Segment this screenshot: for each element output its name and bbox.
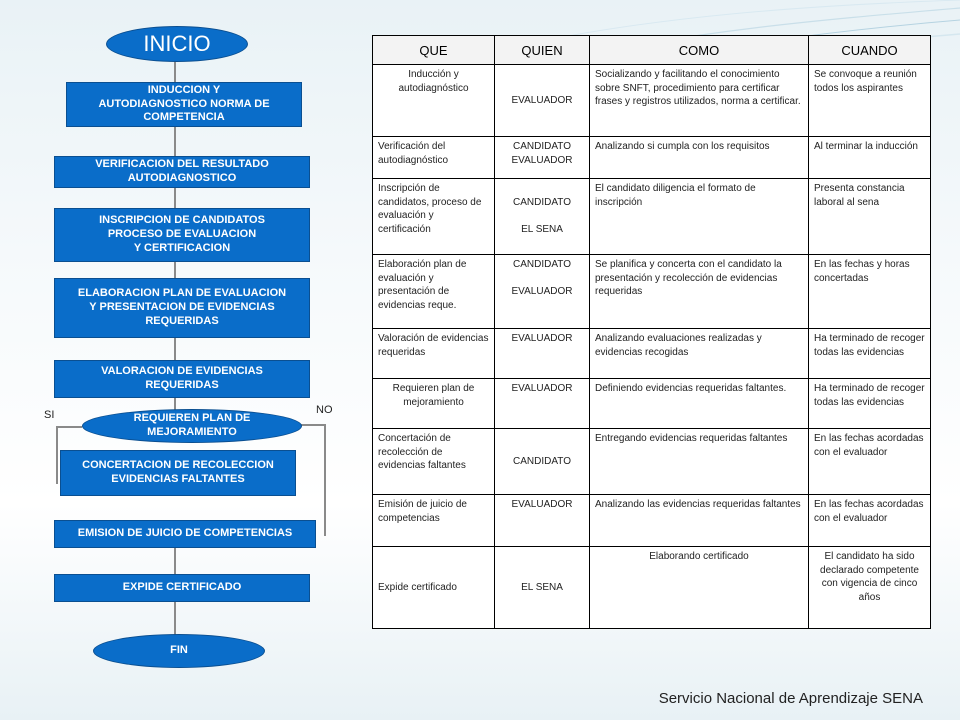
cell-que: Elaboración plan de evaluación y presentación de evidencias reque.	[373, 255, 495, 329]
cell-cuando: Ha terminado de recoger todas las evidencias	[809, 379, 931, 429]
connector	[174, 188, 176, 208]
header-cuando: CUANDO	[809, 36, 931, 65]
table-row	[373, 379, 931, 429]
cell-como: Analizando evaluaciones realizadas y evidencias recogidas	[590, 329, 809, 379]
cell-quien: EVALUADOR	[495, 329, 590, 379]
table-header-row	[373, 36, 931, 65]
cell-como: Socializando y facilitando el conocimiento sobre SNFT, procedimiento para certificar frases y registros utilizados, norma a certificar.	[590, 65, 809, 137]
cell-cuando: Al terminar la inducción	[809, 137, 931, 179]
cell-como: Elaborando certificado	[590, 547, 809, 629]
yes-label: SI	[44, 409, 55, 421]
cell-cuando: En las fechas acordadas con el evaluador	[809, 495, 931, 547]
footer-credit: Servicio Nacional de Aprendizaje SENA	[658, 690, 923, 707]
cell-cuando: Ha terminado de recoger todas las evidencias	[809, 329, 931, 379]
connector	[174, 126, 176, 156]
step-valoracion: VALORACION DE EVIDENCIAS REQUERIDAS	[54, 360, 310, 398]
table-row	[373, 179, 931, 255]
connector	[174, 338, 176, 360]
process-table	[372, 35, 931, 629]
step-verificacion: VERIFICACION DEL RESULTADO AUTODIAGNOSTICO	[54, 156, 310, 188]
cell-que: Emisión de juicio de competencias	[373, 495, 495, 547]
step-emision: EMISION DE JUICIO DE COMPETENCIAS	[54, 520, 316, 548]
cell-cuando: El candidato ha sido declarado competente con vigencia de cinco años	[809, 547, 931, 629]
cell-quien: EVALUADOR	[495, 65, 590, 137]
yes-branch-line	[56, 426, 58, 484]
cell-como: Analizando las evidencias requeridas faltantes	[590, 495, 809, 547]
cell-cuando: Presenta constancia laboral al sena	[809, 179, 931, 255]
no-branch-line	[324, 424, 326, 536]
table-row	[373, 329, 931, 379]
step-expide: EXPIDE CERTIFICADO	[54, 574, 310, 602]
table-row	[373, 429, 931, 495]
decision-node: REQUIEREN PLAN DE MEJORAMIENTO	[82, 409, 302, 443]
cell-cuando: En las fechas y horas concertadas	[809, 255, 931, 329]
cell-que: Verificación del autodiagnóstico	[373, 137, 495, 179]
cell-como: Entregando evidencias requeridas faltantes	[590, 429, 809, 495]
cell-quien: CANDIDATO EVALUADOR	[495, 255, 590, 329]
cell-quien: EVALUADOR	[495, 379, 590, 429]
connector	[174, 262, 176, 278]
cell-que: Concertación de recolección de evidencias faltantes	[373, 429, 495, 495]
cell-quien: CANDIDATO EVALUADOR	[495, 137, 590, 179]
table-row	[373, 255, 931, 329]
no-branch-line	[300, 424, 326, 426]
cell-como: El candidato diligencia el formato de inscripción	[590, 179, 809, 255]
step-concertacion: CONCERTACION DE RECOLECCION EVIDENCIAS FALTANTES	[60, 450, 296, 496]
cell-como: Definiendo evidencias requeridas faltantes.	[590, 379, 809, 429]
step-inscripcion: INSCRIPCION DE CANDIDATOS PROCESO DE EVALUACION Y CERTIFICACION	[54, 208, 310, 262]
cell-quien: CANDIDATO	[495, 429, 590, 495]
cell-quien: CANDIDATO EL SENA	[495, 179, 590, 255]
no-label: NO	[316, 404, 333, 416]
header-que: QUE	[373, 36, 495, 65]
cell-como: Analizando si cumpla con los requisitos	[590, 137, 809, 179]
table-row	[373, 547, 931, 629]
header-quien: QUIEN	[495, 36, 590, 65]
table-row	[373, 137, 931, 179]
step-induccion: INDUCCION Y AUTODIAGNOSTICO NORMA DE COMPETENCIA	[66, 82, 302, 127]
cell-cuando: Se convoque a reunión todos los aspirantes	[809, 65, 931, 137]
start-node: INICIO	[106, 26, 248, 62]
table-row	[373, 65, 931, 137]
end-node: FIN	[93, 634, 265, 668]
cell-que: Valoración de evidencias requeridas	[373, 329, 495, 379]
connector	[174, 602, 176, 638]
cell-como: Se planifica y concerta con el candidato la presentación y recolección de evidencias requeridas	[590, 255, 809, 329]
cell-quien: EL SENA	[495, 547, 590, 629]
cell-cuando: En las fechas acordadas con el evaluador	[809, 429, 931, 495]
yes-branch-line	[56, 426, 82, 428]
cell-que: Requieren plan de mejoramiento	[373, 379, 495, 429]
cell-que: Inducción y autodiagnóstico	[373, 65, 495, 137]
cell-que: Expide certificado	[373, 547, 495, 629]
table-row	[373, 495, 931, 547]
step-elaboracion: ELABORACION PLAN DE EVALUACION Y PRESENTACION DE EVIDENCIAS REQUERIDAS	[54, 278, 310, 338]
cell-que: Inscripción de candidatos, proceso de evaluación y certificación	[373, 179, 495, 255]
cell-quien: EVALUADOR	[495, 495, 590, 547]
connector	[174, 544, 176, 574]
header-como: COMO	[590, 36, 809, 65]
connector	[174, 60, 176, 82]
